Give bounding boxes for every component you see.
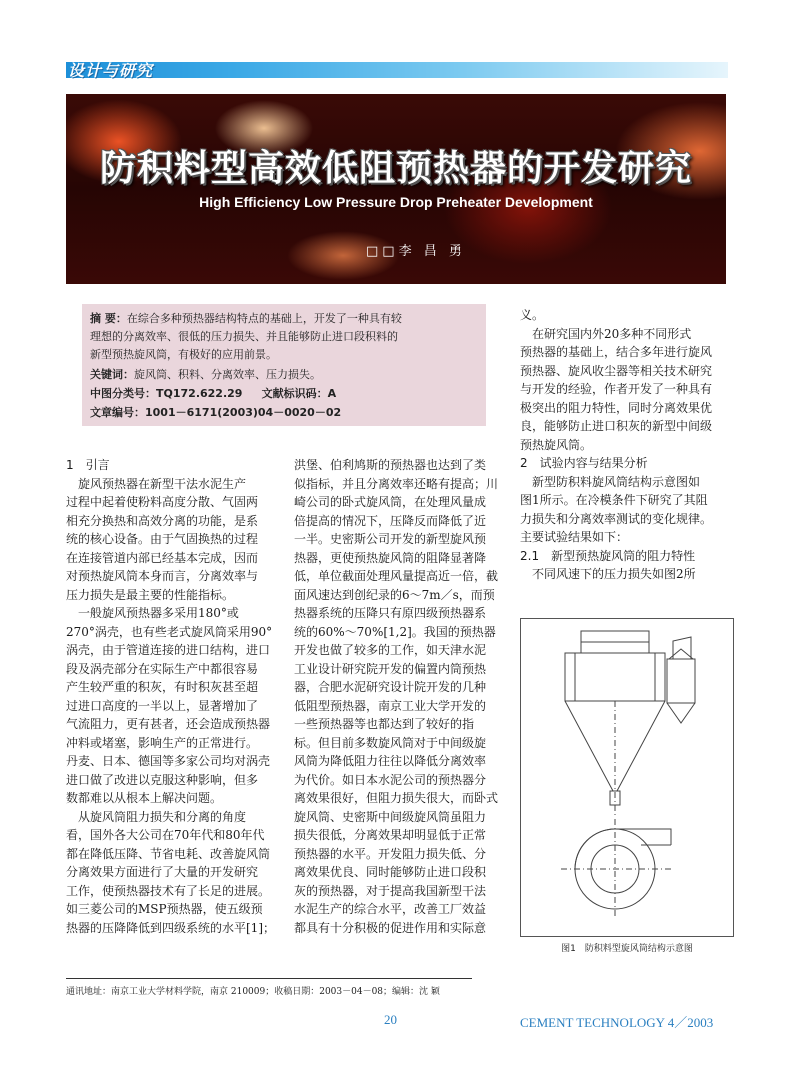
text-line: 不同风速下的压力损失如图2所 [520,567,696,581]
text-line: 风筒为降低阻力往往以降低分离效率 [294,754,487,768]
article-subtitle-english: High Efficiency Low Pressure Drop Preheater Development [199,194,593,210]
abstract-line-3: 新型预热旋风筒，有极好的应用前景。 [90,348,277,361]
text-line: 低，单位截面处理风量提高近一倍，截 [294,569,499,583]
cylinder-body [565,653,665,701]
body-column-3 [520,306,712,584]
text-line: 分离效果方面进行了大量的开发研究 [66,865,259,879]
text-line: 良，能够防止进口积灰的新型中间级 [520,419,713,433]
keywords-line [90,368,321,382]
text-line: 旋风预热器在新型干法水泥生产 [66,476,247,491]
abstract-box [82,304,486,426]
doc-code-value: A [327,387,337,400]
body-column-1 [66,456,275,937]
text-line: 崎公司的卧式旋风筒，在处理风量成 [294,495,487,509]
clc-value: TQ172.622.29 [156,387,243,400]
text-line: 气流阻力，更有甚者，还会造成预热器 [66,717,271,731]
text-line: 过进口高度的一半以上，显著增加了 [66,698,259,713]
text-line: 数都难以从根本上解决问题。 [66,791,223,805]
text-line: 在连接管道内部已经基本完成，因而 [66,550,259,565]
text-line: 离效果很好，但阻力损失很大，而卧式 [294,791,499,805]
text-line: 一般旋风预热器多采用180°或 [66,606,239,620]
text-line: 义。 [520,308,545,322]
text-line: 损失很低，分离效果却明显低于正常 [294,828,487,842]
text-line: 工作，使预热器技术有了长足的进展。 [66,883,271,898]
text-line: 进口做了改进以克服这种影响，但多 [66,772,259,787]
body-column-2 [294,456,498,937]
text-line: 面风速达到创纪录的6～7m／s，而预 [294,587,495,602]
text-line: 看，国外各大公司在70年代和80年代 [66,828,265,842]
text-line: 灰的预热器，对于提高我国新型干法 [294,883,487,898]
text-line: 热器的压降降低到四级系统的水平[1]； [66,920,275,935]
text-line: 器，合肥水泥研究设计院开发的几种 [294,680,487,694]
section-heading: 1 引言 [66,458,110,472]
figure-1-caption: 图1 防积料型旋风筒结构示意图 [561,944,693,954]
text-line: 冲料或堵塞，影响生产的正常进行。 [66,735,259,750]
footer-correspondence-note: 通讯地址：南京工业大学材料学院，南京 210009；收稿日期：2003－04－08；编辑：沈 颖 [66,987,440,997]
page-number: 20 [384,1012,397,1027]
text-line: 热器系统的压降只有原四级预热器系 [294,606,487,620]
text-line: 如三菱公司的MSP预热器，使五级预 [66,902,263,916]
text-line: 热器，更使预热旋风筒的阻降显著降 [294,550,487,565]
text-line: 与开发的经验，作者开发了一种具有 [520,382,713,396]
text-line: 预热器的基础上，结合多年进行旋风 [520,345,713,359]
text-line: 旋风筒、史密斯中间级旋风筒虽阻力 [294,809,487,824]
section-header-bar [66,62,728,78]
abstract-label: 摘 要： [90,312,127,325]
text-line: 压力损失是最主要的性能指标。 [66,587,235,602]
text-line: 离效果优良、同时能够防止进口段积 [294,865,487,879]
article-title: 防积料型高效低阻预热器的开发研究 [99,148,692,189]
text-line: 相充分换热和高效分离的功能，是系 [66,513,259,528]
text-line: 产生较严重的积灰，有时积灰甚至超 [66,680,259,694]
article-no-value: 1001－6171(2003)04－0020－02 [145,406,342,419]
text-line: 标。但目前多数旋风筒对于中间级旋 [294,735,487,750]
figure-1-frame [520,618,734,937]
text-line: 丹麦、日本、德国等多家公司均对涡壳 [66,754,271,768]
section-heading: 2 试验内容与结果分析 [520,456,648,470]
keywords-label: 关键词： [90,368,134,381]
title-banner [66,94,726,284]
footer-divider [66,978,472,979]
text-line: 工业设计研究院开发的偏置内筒预热 [294,661,487,676]
text-line: 统的核心设备。由于气固换热的过程 [66,532,259,546]
clc-label: 中图分类号： [90,387,156,400]
text-line: 图1所示。在冷模条件下研究了其阻 [520,493,708,507]
text-line: 过程中起着使粉料高度分散、气固两 [66,495,259,509]
text-line: 段及涡壳部分在实际生产中都很容易 [66,661,259,676]
text-line: 新型防积料旋风筒结构示意图如 [520,474,701,489]
abstract-line-1 [90,312,402,326]
section-label: 设计与研究 [68,61,154,80]
text-line: 预热旋风筒。 [520,437,593,452]
abstract-line-2: 理想的分离效率、很低的压力损失、并且能够防止进口段积料的 [90,330,398,343]
text-line: 预热器、旋风收尘器等相关技术研究 [520,363,713,378]
text-line: 一些预热器等也都达到了较好的指 [294,717,475,731]
text-line: 水泥生产的综合水平，改善工厂效益 [294,902,487,916]
author-name: □□李 昌 勇 [366,244,466,259]
text-line: 力损失和分离效率测试的变化规律。 [520,511,713,526]
text-line: 洪堡、伯利鸠斯的预热器也达到了类 [294,458,487,472]
text-line: 倍提高的情况下，压降反而降低了近 [294,513,487,528]
text-line: 似指标，并且分离效率还略有提高；川 [294,476,499,491]
text-line: 预热器的水平。开发阻力损失低、分 [294,846,487,861]
text-line: 从旋风筒阻力损失和分离的角度 [66,809,247,824]
text-line: 都在降低压降、节省电耗、改善旋风筒 [66,846,271,861]
keywords-text: 旋风筒、积料、分离效率、压力损失。 [134,368,321,381]
text-line: 在研究国内外20多种不同形式 [520,326,692,341]
text-line: 涡壳，由于管道连接的进口结构，进口 [66,643,271,657]
article-no-label: 文章编号： [90,406,145,419]
text-line: 270°涡壳，也有些老式旋风筒采用90° [66,624,273,639]
text-line: 开发也做了较多的工作，如天津水泥 [294,643,487,657]
subsection-heading: 2.1 新型预热旋风筒的阻力特性 [520,548,696,563]
doc-code-label: 文献标识码： [261,387,328,400]
text-line: 对预热旋风筒本身而言，分离效率与 [66,569,259,583]
classification-line [90,387,336,401]
text-line: 主要试验结果如下： [520,530,629,544]
article-number-line [90,406,341,420]
text-line: 都具有十分积极的促进作用和实际意 [294,920,487,935]
journal-name: CEMENT TECHNOLOGY 4／2003 [520,1015,714,1030]
text-line: 一半。史密斯公司开发的新型旋风预 [294,532,487,546]
text-line: 低阻型预热器，南京工业大学开发的 [294,698,487,713]
text-line: 为代价。如日本水泥公司的预热器分 [294,772,487,787]
text-line: 极突出的阻力特性，同时分离效果优 [520,400,713,415]
abstract-text: 在综合多种预热器结构特点的基础上，开发了一种具有较 [126,312,402,325]
cyclone-structure-diagram [521,619,733,936]
text-line: 统的60%～70%[1,2]。我国的预热器 [294,624,496,639]
